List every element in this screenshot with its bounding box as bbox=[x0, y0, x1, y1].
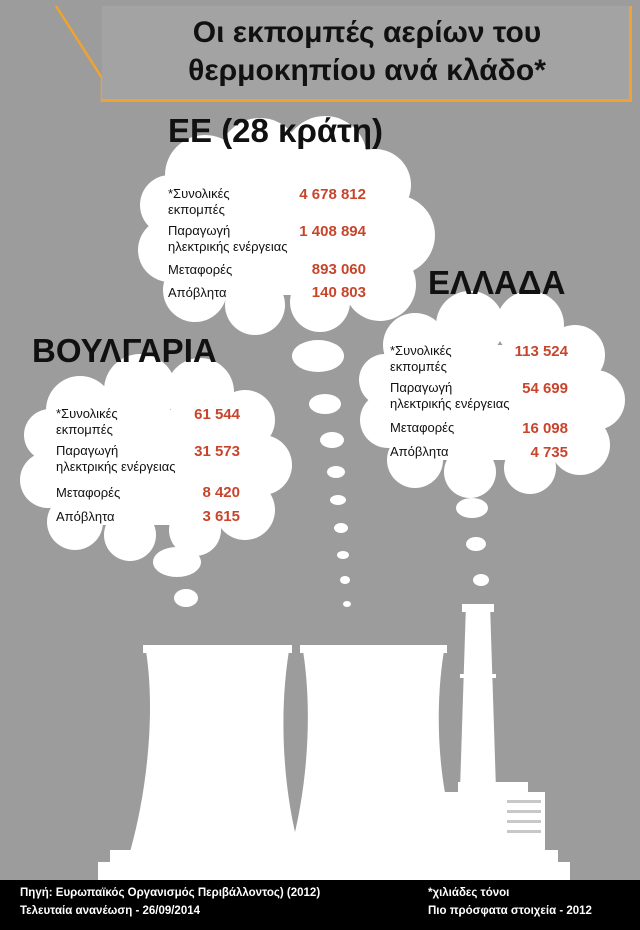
data-year-note: Πιο πρόσφατα στοιχεία - 2012 bbox=[428, 905, 592, 917]
stat-label: Απόβλητα bbox=[390, 444, 449, 459]
stat-label: Απόβλητα bbox=[56, 509, 115, 524]
stat-value: 1 408 894 bbox=[299, 223, 366, 240]
stat-value: 893 060 bbox=[311, 261, 366, 278]
stat-label: Μεταφορές bbox=[56, 485, 121, 500]
stat-value: 31 573 bbox=[194, 443, 240, 460]
region-title-ee: ΕΕ (28 κράτη) bbox=[168, 112, 384, 149]
updated-text: Τελευταία ανανέωση - 26/09/2014 bbox=[20, 905, 201, 917]
plant-building bbox=[440, 782, 545, 852]
stat-label: Μεταφορές bbox=[390, 420, 455, 435]
stat-value: 54 699 bbox=[522, 380, 568, 397]
stat-label: *Συνολικές εκπομπές bbox=[56, 406, 118, 437]
stat-value: 140 803 bbox=[311, 284, 366, 301]
stat-label: Παραγωγή ηλεκτρικής ενέργειας bbox=[390, 380, 510, 411]
stat-label: Μεταφορές bbox=[168, 262, 233, 277]
stat-value: 61 544 bbox=[194, 406, 240, 423]
stat-label: Παραγωγή ηλεκτρικής ενέργειας bbox=[168, 223, 288, 254]
cooling-tower-right bbox=[290, 645, 460, 852]
footer bbox=[0, 880, 640, 930]
stat-value: 4 678 812 bbox=[299, 186, 366, 203]
source-text: Πηγή: Ευρωπαϊκός Οργανισμός Περιβάλλοντος) (2012) bbox=[20, 887, 321, 899]
stat-label: Παραγωγή ηλεκτρικής ενέργειας bbox=[56, 443, 176, 474]
title-accent-line bbox=[56, 6, 102, 102]
stats-table-greece bbox=[390, 343, 568, 463]
plant-base bbox=[110, 850, 558, 862]
stat-value: 4 735 bbox=[530, 444, 568, 461]
stat-label: Απόβλητα bbox=[168, 285, 227, 300]
unit-note: *χιλιάδες τόνοι bbox=[428, 887, 510, 899]
region-title-greece: ΕΛΛΑΔΑ bbox=[428, 264, 566, 301]
cooling-tower-left bbox=[130, 645, 300, 852]
chimney bbox=[460, 604, 496, 790]
stat-value: 3 615 bbox=[202, 508, 240, 525]
stat-label: *Συνολικές εκπομπές bbox=[168, 186, 230, 217]
stat-label: *Συνολικές εκπομπές bbox=[390, 343, 452, 374]
page-title: Οι εκπομπές αερίων του θερμοκηπίου ανά κλάδο* bbox=[188, 16, 546, 87]
stats-table-bulgaria bbox=[56, 406, 240, 526]
stats-table-ee bbox=[168, 186, 366, 306]
stat-value: 8 420 bbox=[202, 484, 240, 501]
stat-value: 16 098 bbox=[522, 420, 568, 437]
stat-value: 113 524 bbox=[514, 343, 568, 360]
region-title-bulgaria: ΒΟΥΛΓΑΡΙΑ bbox=[32, 332, 217, 369]
